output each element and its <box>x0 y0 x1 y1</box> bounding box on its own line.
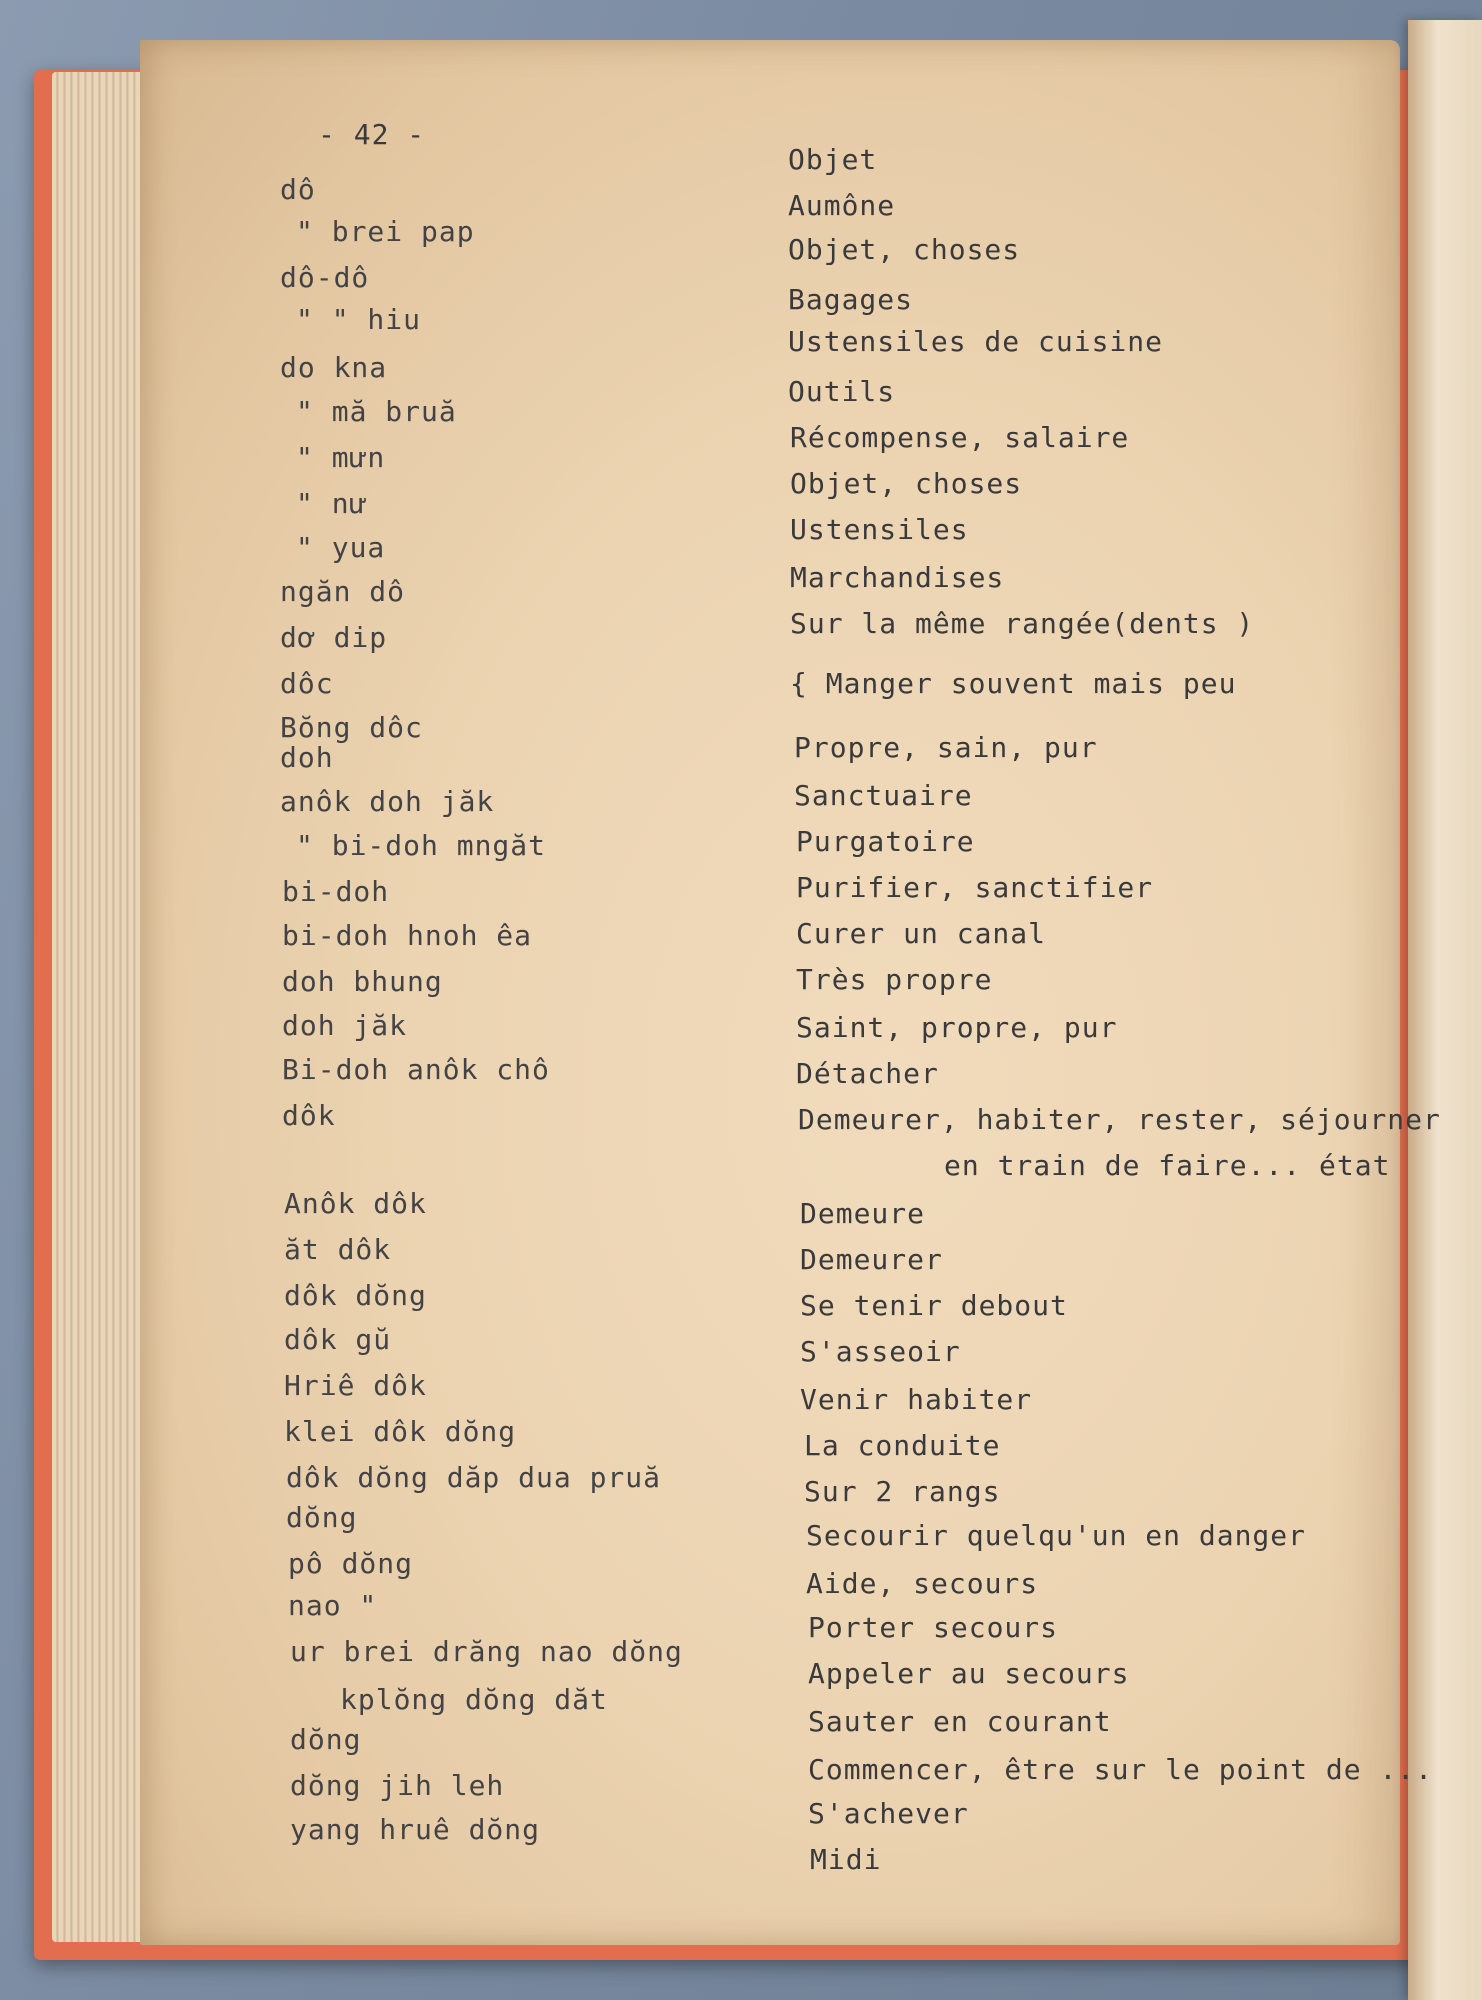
definition-30: Secourir quelqu'un en danger <box>806 1519 1307 1552</box>
definition-23: Demeure <box>800 1197 926 1230</box>
definition-22-continuation: en train de faire... état <box>944 1149 1391 1182</box>
term-31: pô dŏng <box>288 1547 414 1580</box>
definition-16: Purifier, sanctifier <box>796 871 1154 904</box>
definition-19: Saint, propre, pur <box>796 1011 1118 1044</box>
term-25: dôk dŏng <box>284 1279 427 1312</box>
term-13: doh <box>280 741 334 774</box>
definition-27: Venir habiter <box>800 1383 1033 1416</box>
term-16: bi-doh <box>282 875 390 908</box>
definition-9: Marchandises <box>790 561 1005 594</box>
definition-34: Sauter en courant <box>808 1705 1112 1738</box>
term-17: bi-doh hnoh êa <box>282 919 533 952</box>
term-36: dŏng jih leh <box>290 1769 505 1802</box>
term-5: " mă bruă <box>296 395 457 428</box>
definition-8: Ustensiles <box>790 513 969 546</box>
definition-25: Se tenir debout <box>800 1289 1068 1322</box>
term-32: nao " <box>288 1589 378 1622</box>
term-10: dơ dip <box>280 621 388 654</box>
definition-33: Appeler au secours <box>808 1657 1130 1690</box>
definition-4: Ustensiles de cuisine <box>788 325 1164 358</box>
term-7: " nư <box>296 487 368 520</box>
term-6: " mưn <box>296 441 386 474</box>
page-number: - 42 - <box>318 118 426 151</box>
definition-17: Curer un canal <box>796 917 1047 950</box>
term-30: dŏng <box>286 1501 358 1534</box>
definition-24: Demeurer <box>800 1243 943 1276</box>
definition-6: Récompense, salaire <box>790 421 1130 454</box>
term-12: Bŏng dôc <box>280 711 423 744</box>
definition-11: { Manger souvent mais peu <box>790 667 1237 700</box>
term-33: ur brei drăng nao dŏng <box>290 1635 683 1668</box>
definition-5: Outils <box>788 375 896 408</box>
definition-28: La conduite <box>804 1429 1001 1462</box>
term-28: klei dôk dŏng <box>284 1415 517 1448</box>
definition-35: Commencer, être sur le point de ... <box>808 1753 1434 1786</box>
term-20: Bi-doh anôk chô <box>282 1053 550 1086</box>
term-1: " brei pap <box>296 215 475 248</box>
definition-7: Objet, choses <box>790 467 1023 500</box>
definition-29: Sur 2 rangs <box>804 1475 1001 1508</box>
definition-10: Sur la même rangée(dents ) <box>790 607 1255 640</box>
definition-37: Midi <box>810 1843 882 1876</box>
definition-26: S'asseoir <box>800 1335 961 1368</box>
term-4: do kna <box>280 351 388 384</box>
definition-20: Détacher <box>796 1057 939 1090</box>
term-26: dôk gŭ <box>284 1323 392 1356</box>
definition-36: S'achever <box>808 1797 969 1830</box>
definition-0: Objet <box>788 143 878 176</box>
definition-3: Bagages <box>788 283 914 316</box>
term-18: doh bhung <box>282 965 443 998</box>
term-34: kplŏng dŏng dăt <box>340 1683 608 1716</box>
term-27: Hriê dôk <box>284 1369 427 1402</box>
definition-14: Sanctuaire <box>794 779 973 812</box>
definition-18: Très propre <box>796 963 993 996</box>
term-35: dŏng <box>290 1723 362 1756</box>
term-3: " " hiu <box>296 303 422 336</box>
term-21: dôk <box>282 1099 336 1132</box>
term-9: ngăn dô <box>280 575 406 608</box>
term-15: " bi-doh mngăt <box>296 829 547 862</box>
term-11: dôc <box>280 667 334 700</box>
definition-21: Demeurer, habiter, rester, séjourner <box>798 1103 1441 1136</box>
definition-32: Porter secours <box>808 1611 1059 1644</box>
term-8: " yua <box>296 531 386 564</box>
term-37: yang hruê dŏng <box>290 1813 541 1846</box>
term-23: Anôk dôk <box>284 1187 427 1220</box>
term-24: ăt dôk <box>284 1233 392 1266</box>
definition-13: Propre, sain, pur <box>794 731 1098 764</box>
definition-2: Objet, choses <box>788 233 1021 266</box>
term-2: dô-dô <box>280 261 370 294</box>
definition-31: Aide, secours <box>806 1567 1039 1600</box>
definition-1: Aumône <box>788 189 896 222</box>
definition-15: Purgatoire <box>796 825 975 858</box>
term-0: dô <box>280 173 316 206</box>
term-29: dôk dŏng dăp dua pruă <box>286 1461 662 1494</box>
term-14: anôk doh jăk <box>280 785 495 818</box>
term-19: doh jăk <box>282 1009 408 1042</box>
